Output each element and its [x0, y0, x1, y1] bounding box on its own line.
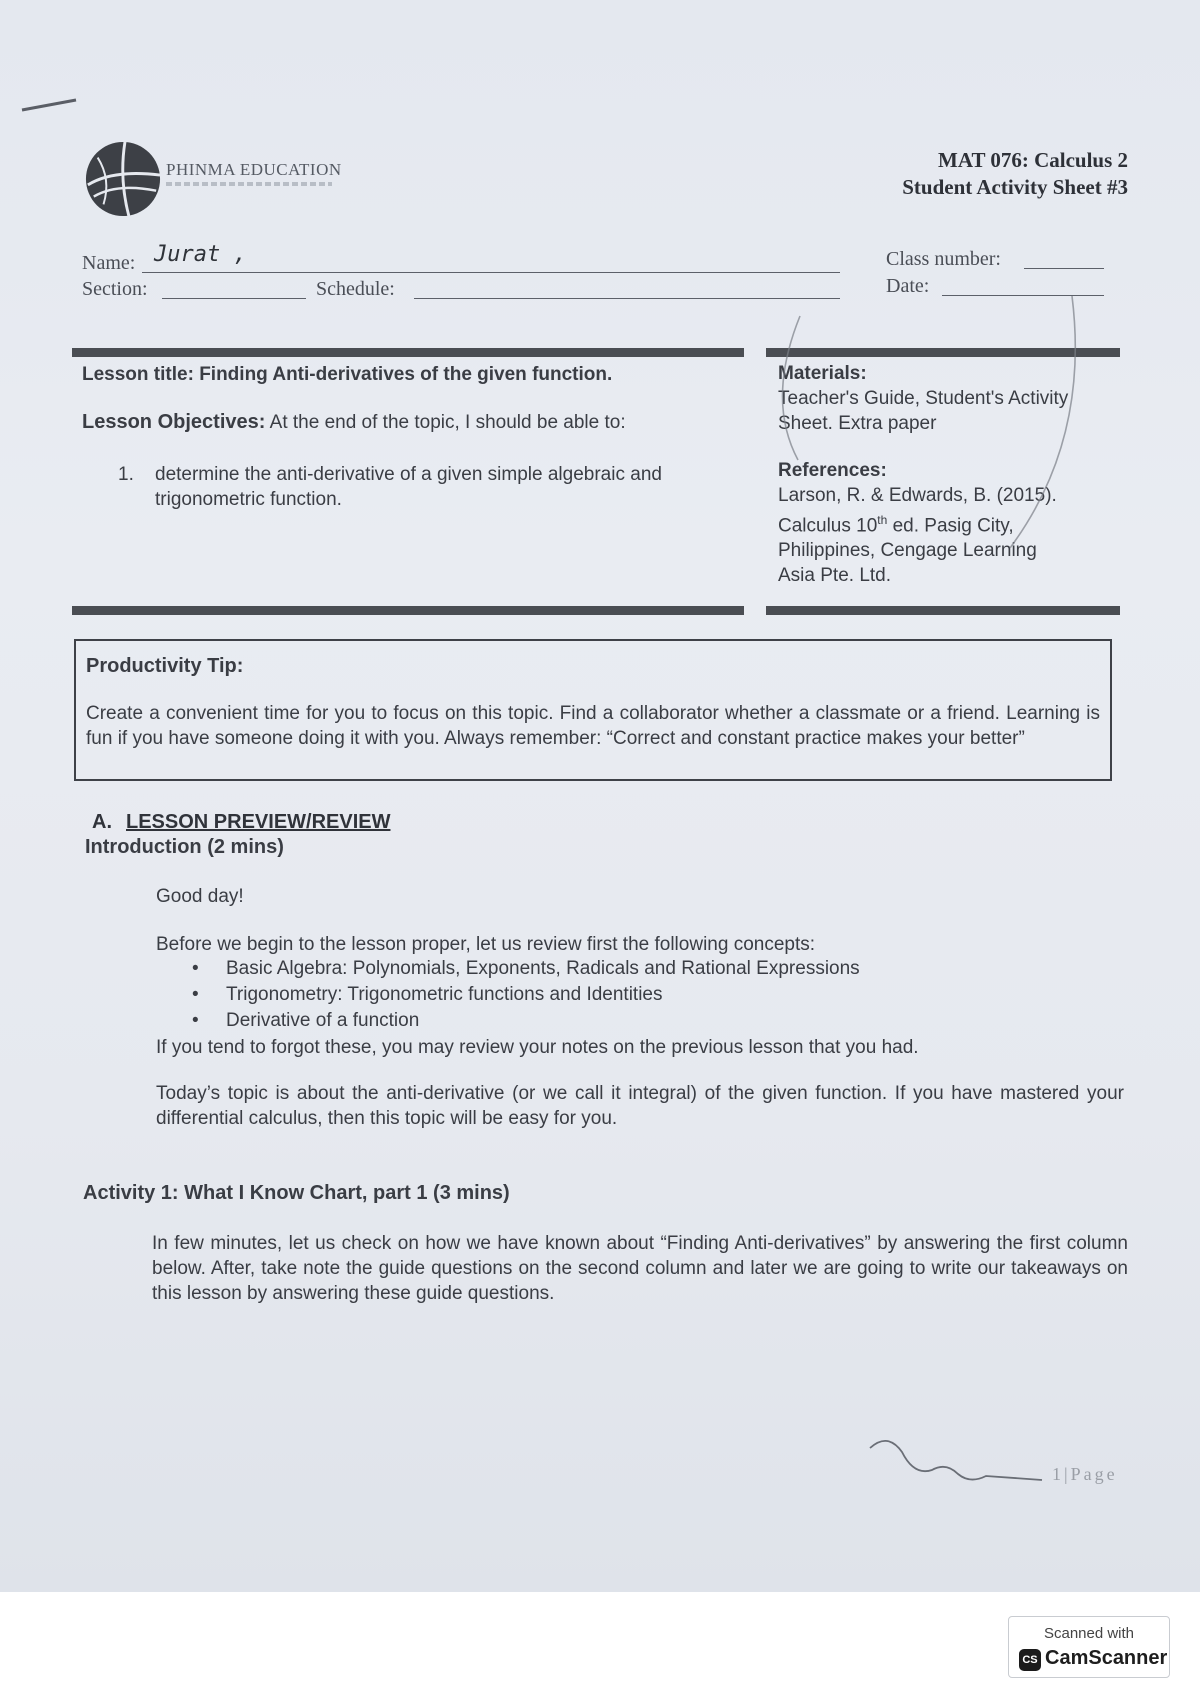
- materials-line-1: Teacher's Guide, Student's Activity: [778, 388, 1069, 409]
- greeting: Good day!: [156, 886, 244, 907]
- materials-line-2: Sheet. Extra paper: [778, 413, 937, 434]
- objectives-text: At the end of the topic, I should be able to:: [269, 412, 626, 433]
- camscanner-logo-icon: CS: [1019, 1649, 1041, 1671]
- top-rule-left: [72, 348, 744, 357]
- section-a-title: LESSON PREVIEW/REVIEW: [126, 811, 391, 833]
- section-a-heading: [92, 811, 390, 834]
- sheet-title: Student Activity Sheet #3: [902, 175, 1128, 199]
- name-value: Jurat ,: [154, 242, 247, 267]
- lesson-title: [82, 362, 742, 387]
- references-line-3: Philippines, Cengage Learning: [778, 540, 1037, 562]
- activity-1-text: In few minutes, let us check on how we have known about “Finding Anti-derivatives” by answering the first column below. After, take note the guide questions on the second column and later we are going to write our takeaways on this lesson by answering these guide questions.: [152, 1233, 1128, 1304]
- tip-text: Create a convenient time for you to focus on this topic. Find a collaborator whether a classmate or a friend. Learning is fun if you have someone doing it with you. Always remember: “Correct and constant practice makes your better”: [86, 703, 1100, 749]
- bottom-rule-right: [766, 606, 1120, 615]
- class-number-label: Class number:: [886, 248, 1001, 270]
- references-line-2-sup: th: [877, 513, 888, 527]
- pencil-arc-mark: [760, 290, 1100, 570]
- name-label: Name:: [82, 252, 136, 274]
- before-text: Before we begin to the lesson proper, let us review first the following concepts:: [156, 934, 816, 955]
- camscanner-name: CamScanner: [1045, 1647, 1168, 1669]
- objective-line-2: trigonometric function.: [155, 489, 342, 510]
- references-line-1: Larson, R. & Edwards, B. (2015).: [778, 485, 1057, 506]
- class-number-line[interactable]: [1024, 268, 1104, 269]
- pen-mark: [18, 92, 82, 116]
- section-a-letter: A.: [92, 811, 112, 833]
- page-number: 1|Page: [1052, 1464, 1118, 1484]
- productivity-tip-box: [74, 639, 1112, 781]
- references-line-2-post: ed. Pasig City,: [887, 515, 1014, 537]
- objective-number: 1.: [118, 464, 134, 485]
- section-line[interactable]: [162, 298, 306, 299]
- concept-list: [156, 956, 1116, 1034]
- list-item: • Basic Algebra: Polynomials, Exponents, Radicals and Rational Expressions: [156, 956, 1116, 982]
- camscanner-badge: [1008, 1616, 1170, 1678]
- phinma-globe-icon: [84, 140, 162, 218]
- bottom-rule-left: [72, 606, 744, 615]
- brand-name: PHINMA EDUCATION: [166, 160, 342, 179]
- lesson-objectives: [82, 410, 742, 435]
- course-header: [902, 147, 1128, 201]
- section-label: Section:: [82, 278, 148, 300]
- objectives-label: Lesson Objectives:: [82, 411, 266, 433]
- activity-1-heading: Activity 1: What I Know Chart, part 1 (3 mins): [83, 1182, 510, 1204]
- lesson-title-text: Finding Anti-derivatives of the given function.: [199, 364, 613, 385]
- name-line[interactable]: [142, 272, 840, 273]
- tip-title: Productivity Tip:: [86, 655, 244, 677]
- lesson-title-label: Lesson title:: [82, 364, 194, 385]
- list-item: • Trigonometry: Trigonometric functions and Identities: [156, 982, 1116, 1008]
- objective-1: [155, 462, 745, 512]
- today-text: Today’s topic is about the anti-derivative (or we call it integral) of the given function. If you have mastered your differential calculus, then this topic will be easy for you.: [156, 1083, 1124, 1129]
- materials-label: Materials:: [778, 363, 867, 384]
- introduction-heading: Introduction (2 mins): [85, 836, 284, 858]
- list-item: • Derivative of a function: [156, 1008, 1116, 1034]
- references-line-2-pre: Calculus 10: [778, 515, 878, 537]
- brand-tagline-mark: [166, 182, 332, 186]
- course-title: MAT 076: Calculus 2: [938, 148, 1128, 172]
- scanned-with-text: Scanned with: [1043, 1625, 1135, 1642]
- references-line-4: Asia Pte. Ltd.: [778, 565, 892, 587]
- forgot-text: If you tend to forgot these, you may review your notes on the previous lesson that you had.: [156, 1037, 919, 1058]
- references-label: References:: [778, 460, 887, 481]
- signature-mark: [866, 1436, 1046, 1496]
- objective-line-1: determine the anti-derivative of a given simple algebraic and: [155, 464, 662, 485]
- schedule-label: Schedule:: [316, 278, 395, 300]
- date-label: Date:: [886, 275, 930, 297]
